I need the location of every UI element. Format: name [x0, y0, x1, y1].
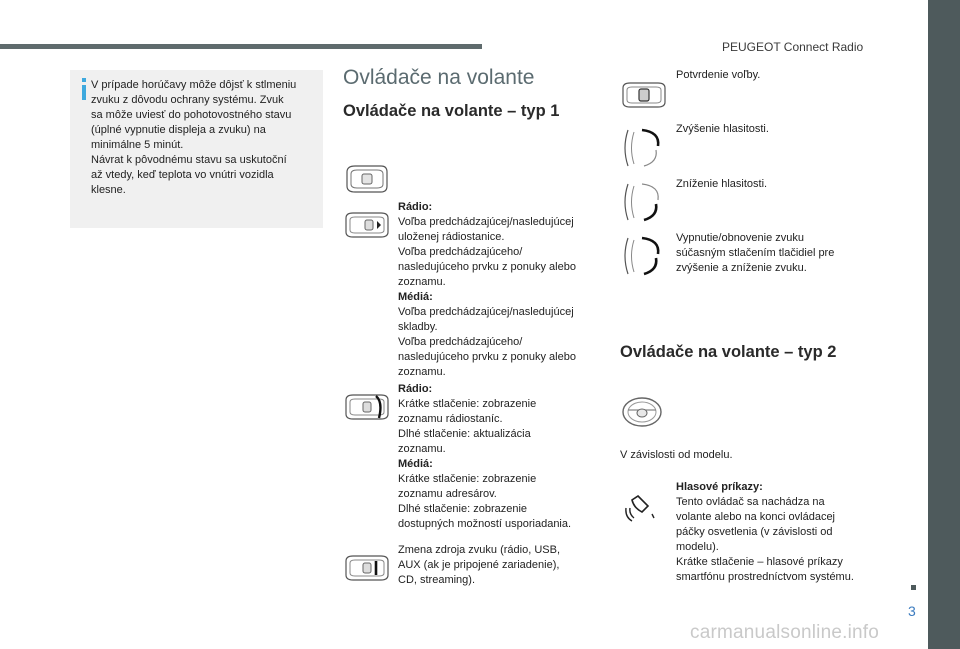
- item-line: Voľba predchádzajúcej/nasledujúcej: [398, 216, 574, 228]
- item-line: Krátke stlačenie: zobrazenie: [398, 473, 537, 485]
- header-rule: [0, 44, 482, 49]
- section-title: PEUGEOT Connect Radio: [722, 40, 864, 54]
- watermark: carmanualsonline.info: [690, 622, 880, 643]
- item-line: Dlhé stlačenie: aktualizácia: [398, 428, 531, 440]
- item-line: CD, streaming).: [398, 574, 476, 586]
- item-line: zoznamu.: [398, 443, 446, 455]
- info-box: [70, 70, 323, 228]
- info-line: (úplné vypnutie displeja a zvuku) na: [91, 124, 266, 136]
- info-line: sa môže uviesť do pohotovostného stavu: [91, 109, 292, 121]
- left-item-3-text: [398, 543, 598, 588]
- heading-type2: Ovládače na volante – typ 2: [620, 343, 837, 361]
- item-line: Vypnutie/obnovenie zvuku: [676, 232, 805, 244]
- item-heading: Rádio:: [398, 201, 433, 213]
- item-heading: Rádio:: [398, 383, 433, 395]
- item-line: Zvýšenie hlasitosti.: [676, 123, 769, 135]
- item-line: Zmena zdroja zvuku (rádio, USB,: [398, 544, 561, 556]
- item-line: zvýšenie a zníženie zvuku.: [676, 262, 807, 274]
- model-note: V závislosti od modelu.: [620, 449, 733, 461]
- left-item-2-text: [398, 382, 598, 532]
- item-line: smartfónu prostredníctvom systému.: [676, 571, 854, 583]
- info-line: V prípade horúčavy môže dôjsť k stlmeniu: [91, 79, 297, 91]
- left-item-1-text: [398, 200, 598, 380]
- item-line: páčky osvetlenia (v závislosti od: [676, 526, 833, 538]
- info-line: Návrat k pôvodnému stavu sa uskutoční: [91, 154, 287, 166]
- page-title: Ovládače na volante: [343, 66, 535, 89]
- item-line: Voľba predchádzajúceho/: [398, 336, 523, 348]
- volume-up-icon: [620, 126, 664, 170]
- info-line: klesne.: [91, 184, 126, 196]
- steering-controls-type1-icon: [343, 162, 391, 196]
- right-item-4-text: [676, 231, 866, 276]
- page-number: 3: [908, 603, 916, 619]
- item-line: Dlhé stlačenie: zobrazenie: [398, 503, 528, 515]
- volume-down-icon: [620, 180, 664, 224]
- steering-wheel-icon: [620, 395, 664, 429]
- item-heading: Hlasové príkazy:: [676, 481, 763, 493]
- item-line: súčasným stlačením tlačidiel pre: [676, 247, 835, 259]
- mute-icon: [620, 234, 664, 278]
- heading-type1: Ovládače na volante – typ 1: [343, 102, 560, 120]
- voice-command-text: [676, 480, 876, 585]
- item-line: Voľba predchádzajúcej/nasledujúcej: [398, 306, 574, 318]
- item-line: skladby.: [398, 321, 438, 333]
- item-line: Potvrdenie voľby.: [676, 69, 761, 81]
- info-line: zvuku z dôvodu ochrany systému. Zvuk: [91, 94, 284, 106]
- source-button-icon: [343, 553, 391, 583]
- info-text: [91, 78, 319, 198]
- info-icon: [79, 78, 89, 100]
- page-marker: [911, 585, 916, 590]
- item-line: dostupných možností usporiadania.: [398, 518, 572, 530]
- item-line: zoznamu rádiostaníc.: [398, 413, 503, 425]
- item-line: nasledujúceho prvku z ponuky alebo: [398, 261, 576, 273]
- item-heading: Médiá:: [398, 291, 433, 303]
- right-item-3-text: [676, 177, 866, 192]
- item-line: volante alebo na konci ovládacej: [676, 511, 836, 523]
- page-edge-strip: [928, 0, 960, 649]
- item-line: Krátke stlačenie: zobrazenie: [398, 398, 537, 410]
- item-line: Zníženie hlasitosti.: [676, 178, 768, 190]
- voice-command-icon: [624, 492, 658, 522]
- seek-buttons-icon: [343, 210, 391, 240]
- item-line: uloženej rádiostanice.: [398, 231, 505, 243]
- item-line: zoznamu.: [398, 276, 446, 288]
- item-line: Tento ovládač sa nachádza na: [676, 496, 825, 508]
- confirm-button-icon: [620, 80, 668, 110]
- item-line: Krátke stlačenie – hlasové príkazy: [676, 556, 843, 568]
- item-line: zoznamu adresárov.: [398, 488, 497, 500]
- right-item-1-text: [676, 68, 866, 83]
- item-line: zoznamu.: [398, 366, 446, 378]
- info-line: až vtedy, keď teplota vo vnútri vozidla: [91, 169, 274, 181]
- item-line: Voľba predchádzajúceho/: [398, 246, 523, 258]
- item-line: nasledujúceho prvku z ponuky alebo: [398, 351, 576, 363]
- item-line: modelu).: [676, 541, 719, 553]
- item-line: AUX (ak je pripojené zariadenie),: [398, 559, 560, 571]
- info-line: minimálne 5 minút.: [91, 139, 184, 151]
- list-button-icon: [343, 392, 391, 422]
- right-item-2-text: [676, 122, 866, 137]
- item-heading: Médiá:: [398, 458, 433, 470]
